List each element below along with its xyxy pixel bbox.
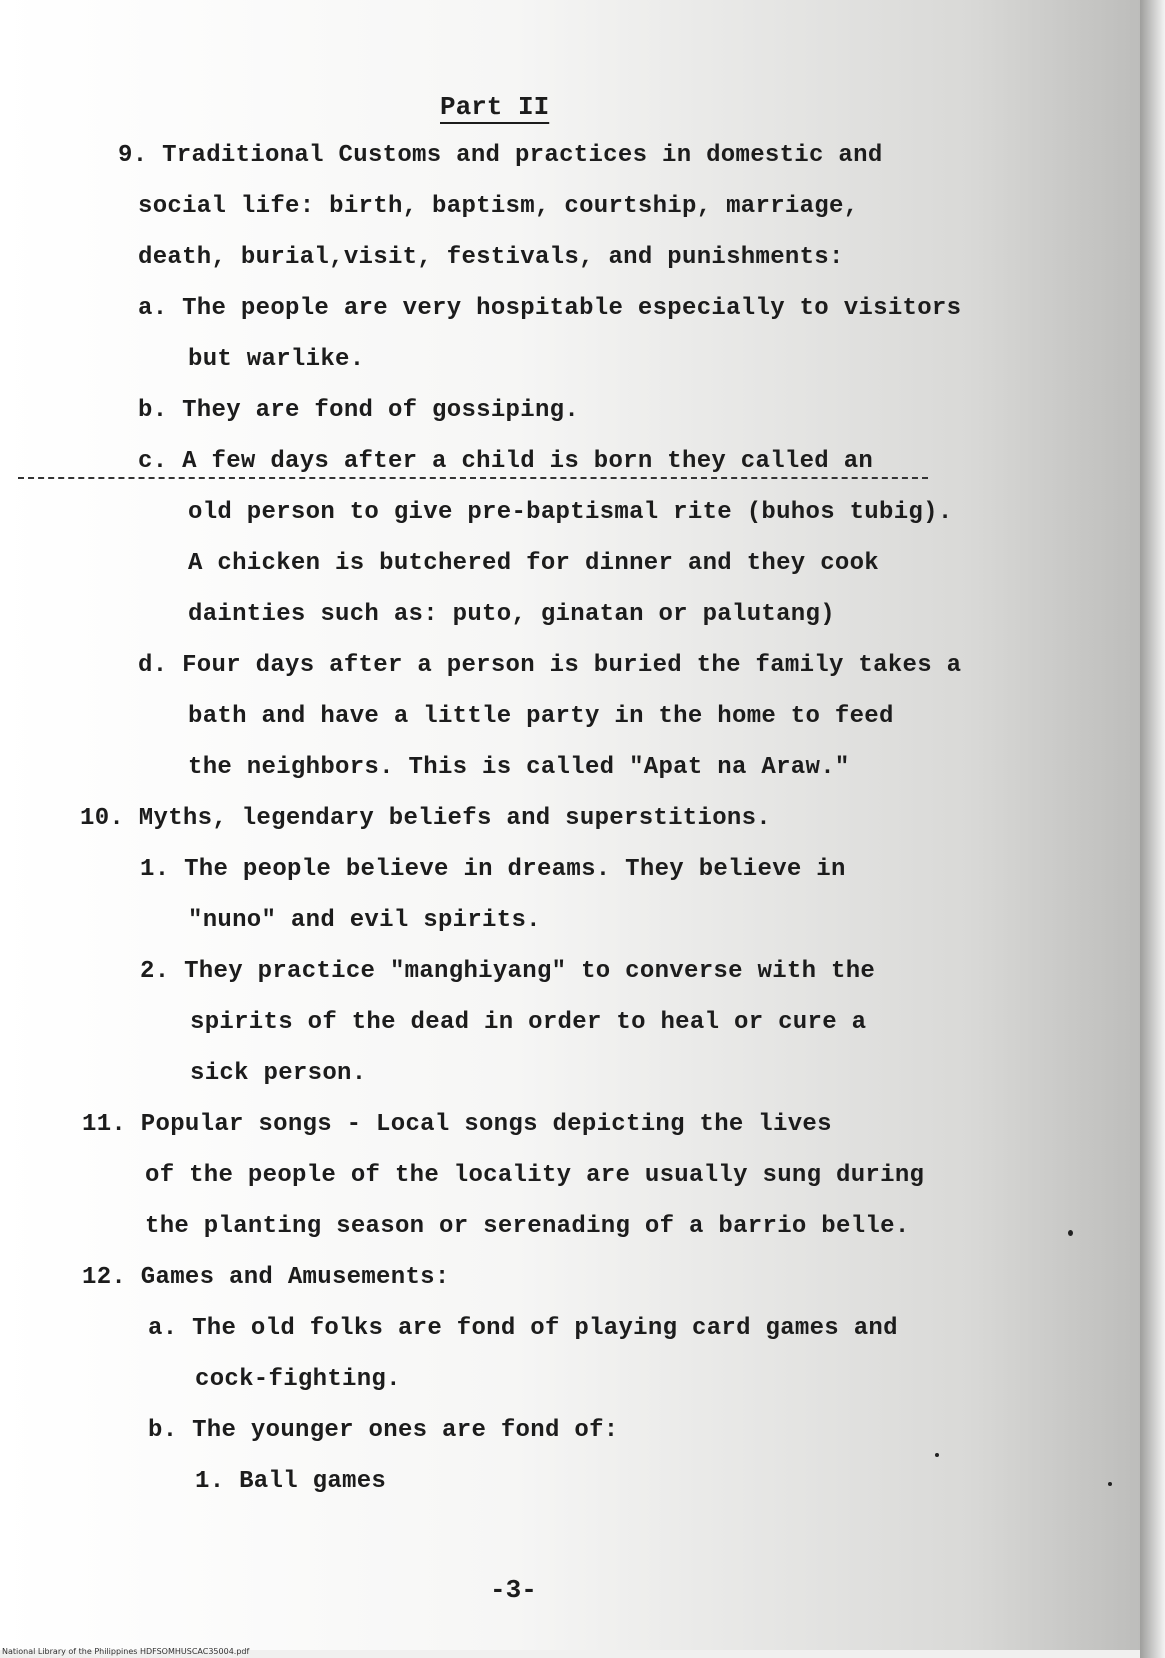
text-line-27: 1. Ball games	[195, 1468, 387, 1495]
text-line-5: but warlike.	[188, 346, 365, 373]
text-line-19: sick person.	[190, 1060, 367, 1087]
ink-speck	[935, 1453, 939, 1457]
text-line-26: b. The younger ones are fond of:	[148, 1417, 619, 1444]
text-line-21: of the people of the locality are usually sung during	[145, 1162, 925, 1189]
dashed-strike-line	[18, 477, 928, 479]
text-line-2: social life: birth, baptism, courtship, marriage,	[138, 193, 859, 220]
text-line-11: d. Four days after a person is buried the family takes a	[138, 652, 962, 679]
text-line-12: bath and have a little party in the home to feed	[188, 703, 894, 730]
text-line-4: a. The people are very hospitable especially to visitors	[138, 295, 962, 322]
text-line-6: b. They are fond of gossiping.	[138, 397, 580, 424]
text-line-1: 9. Traditional Customs and practices in domestic and	[118, 142, 883, 169]
scan-edge	[1140, 0, 1165, 1658]
text-line-10: dainties such as: puto, ginatan or palutang)	[188, 601, 835, 628]
text-line-3: death, burial,visit, festivals, and punishments:	[138, 244, 844, 271]
page-title: Part II	[440, 92, 550, 122]
text-line-16: "nuno" and evil spirits.	[188, 907, 541, 934]
text-line-14: 10. Myths, legendary beliefs and superstitions.	[80, 805, 772, 832]
footer-attribution: National Library of the Philippines HDFSOMHUSCAC35004.pdf	[2, 1647, 250, 1656]
text-line-22: the planting season or serenading of a barrio belle.	[145, 1213, 910, 1240]
ink-speck	[1068, 1230, 1073, 1236]
text-line-7: c. A few days after a child is born they called an	[138, 448, 874, 475]
text-line-17: 2. They practice "manghiyang" to converse with the	[140, 958, 876, 985]
text-line-23: 12. Games and Amusements:	[82, 1264, 450, 1291]
text-line-25: cock-fighting.	[195, 1366, 401, 1393]
ink-speck	[1108, 1482, 1112, 1486]
text-line-9: A chicken is butchered for dinner and they cook	[188, 550, 880, 577]
text-line-18: spirits of the dead in order to heal or cure a	[190, 1009, 867, 1036]
text-line-13: the neighbors. This is called "Apat na Araw."	[188, 754, 850, 781]
text-line-15: 1. The people believe in dreams. They believe in	[140, 856, 846, 883]
text-line-20: 11. Popular songs - Local songs depicting the lives	[82, 1111, 832, 1138]
page-number: -3-	[490, 1575, 537, 1605]
text-line-24: a. The old folks are fond of playing card games and	[148, 1315, 898, 1342]
text-line-8: old person to give pre-baptismal rite (buhos tubig).	[188, 499, 953, 526]
